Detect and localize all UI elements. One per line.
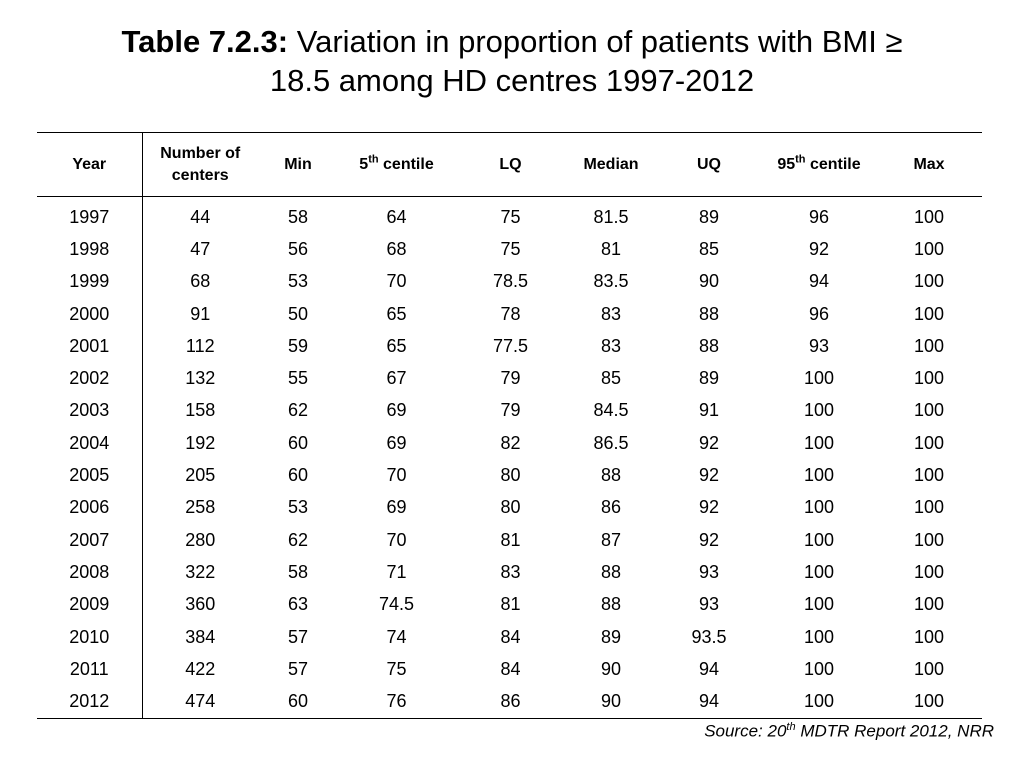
table-row xyxy=(37,330,982,362)
cell-uq: 93 xyxy=(698,561,720,582)
cell-5th-centile: 70 xyxy=(386,529,407,550)
cell-year: 2011 xyxy=(37,653,142,685)
table-row xyxy=(37,298,982,330)
cell-lq: 80 xyxy=(500,465,521,486)
cell-95th-centile: 96 xyxy=(808,303,830,324)
cell-5th-centile: 68 xyxy=(386,238,407,259)
header-year: Year xyxy=(37,133,142,197)
cell-number-of-centers: 280 xyxy=(185,529,216,550)
cell-lq: 80 xyxy=(500,497,521,518)
table-row xyxy=(37,621,982,653)
cell-year: 2002 xyxy=(37,362,142,394)
cell-median: 83.5 xyxy=(593,271,629,292)
header-row xyxy=(37,133,982,197)
cell-lq: 84 xyxy=(500,658,521,679)
cell-median: 81.5 xyxy=(593,206,629,227)
cell-5th-centile: 70 xyxy=(386,465,407,486)
cell-95th-centile: 100 xyxy=(803,368,835,389)
cell-5th-centile: 76 xyxy=(338,685,455,718)
cell-min: 59 xyxy=(287,335,309,356)
cell-number-of-centers: 384 xyxy=(185,626,216,647)
cell-5th-centile: 69 xyxy=(386,400,407,421)
cell-number-of-centers: 158 xyxy=(185,400,216,421)
cell-min: 62 xyxy=(287,529,309,550)
table-row xyxy=(37,395,982,427)
cell-median: 90 xyxy=(600,658,622,679)
cell-lq: 81 xyxy=(500,529,521,550)
header-min: Min xyxy=(258,133,338,197)
cell-number-of-centers: 44 xyxy=(190,206,211,227)
cell-max: 100 xyxy=(913,561,945,582)
table-row xyxy=(37,524,982,556)
cell-95th-centile: 92 xyxy=(808,238,830,259)
data-table-container xyxy=(37,132,982,719)
cell-min: 50 xyxy=(287,303,309,324)
table-row xyxy=(37,556,982,588)
table-row xyxy=(37,589,982,621)
cell-5th-centile: 69 xyxy=(386,497,407,518)
cell-5th-centile: 75 xyxy=(386,658,407,679)
cell-median: 83 xyxy=(600,303,622,324)
cell-median: 86.5 xyxy=(593,432,629,453)
cell-number-of-centers: 112 xyxy=(185,335,215,356)
table-row xyxy=(37,427,982,459)
cell-95th-centile: 100 xyxy=(803,400,835,421)
cell-95th-centile: 100 xyxy=(803,626,835,647)
cell-5th-centile: 64 xyxy=(386,206,407,227)
cell-lq: 79 xyxy=(500,368,521,389)
cell-median: 84.5 xyxy=(593,400,629,421)
cell-median: 90 xyxy=(566,685,656,718)
cell-uq: 93.5 xyxy=(691,626,727,647)
header-5th-sup: th xyxy=(368,153,379,166)
cell-year: 2001 xyxy=(37,330,142,362)
cell-95th-centile: 100 xyxy=(803,432,835,453)
cell-95th-centile: 100 xyxy=(803,594,835,615)
cell-max: 100 xyxy=(913,465,945,486)
cell-min: 55 xyxy=(287,368,309,389)
header-5th-num: 5 xyxy=(359,155,369,173)
table-row xyxy=(37,362,982,394)
title-line2: 18.5 among HD centres 1997-2012 xyxy=(269,63,755,98)
cell-95th-centile: 100 xyxy=(803,658,835,679)
cell-median: 83 xyxy=(600,335,622,356)
cell-year: 2003 xyxy=(37,395,142,427)
cell-min: 57 xyxy=(287,626,309,647)
cell-uq: 89 xyxy=(698,368,720,389)
table-row xyxy=(37,459,982,491)
cell-max: 100 xyxy=(913,368,945,389)
header-median: Median xyxy=(566,133,656,197)
cell-lq: 77.5 xyxy=(492,335,529,356)
cell-5th-centile: 69 xyxy=(386,432,407,453)
cell-uq: 92 xyxy=(698,432,720,453)
cell-year: 1998 xyxy=(37,233,142,265)
cell-95th-centile: 96 xyxy=(808,206,830,227)
cell-year: 2004 xyxy=(37,427,142,459)
table-row xyxy=(37,266,982,298)
cell-number-of-centers: 132 xyxy=(185,368,216,389)
cell-median: 86 xyxy=(600,497,622,518)
cell-year: 2005 xyxy=(37,459,142,491)
table-header xyxy=(37,133,982,197)
cell-median: 81 xyxy=(600,238,622,259)
cell-number-of-centers: 192 xyxy=(185,432,216,453)
cell-max: 100 xyxy=(913,529,945,550)
cell-uq: 89 xyxy=(698,206,720,227)
source-prefix: Source: 20 xyxy=(704,721,787,741)
table-row xyxy=(37,685,982,718)
source-suffix: MDTR Report 2012, NRR xyxy=(795,721,994,741)
cell-lq: 75 xyxy=(500,238,521,259)
cell-95th-centile: 93 xyxy=(808,335,830,356)
cell-median: 88 xyxy=(600,561,622,582)
cell-max: 100 xyxy=(913,271,945,292)
cell-min: 60 xyxy=(258,685,338,718)
data-table xyxy=(37,132,982,719)
cell-lq: 78 xyxy=(500,303,521,324)
cell-max: 100 xyxy=(913,400,945,421)
header-uq: UQ xyxy=(656,133,762,197)
cell-lq: 82 xyxy=(500,432,521,453)
header-95th-text: centile xyxy=(805,155,861,173)
cell-lq: 83 xyxy=(500,561,521,582)
header-95th-num: 95 xyxy=(777,155,796,173)
page-title xyxy=(0,22,1024,100)
header-95th-centile xyxy=(762,133,876,197)
cell-number-of-centers: 205 xyxy=(185,465,216,486)
cell-min: 60 xyxy=(287,465,309,486)
table-body xyxy=(37,197,982,719)
cell-uq: 92 xyxy=(698,497,720,518)
cell-year: 2010 xyxy=(37,621,142,653)
cell-uq: 88 xyxy=(698,303,720,324)
cell-median: 88 xyxy=(600,465,622,486)
source-note xyxy=(704,721,994,742)
cell-number-of-centers: 258 xyxy=(185,497,216,518)
cell-max: 100 xyxy=(913,594,945,615)
cell-95th-centile: 94 xyxy=(808,271,830,292)
cell-lq: 75 xyxy=(500,206,521,227)
table-row xyxy=(37,492,982,524)
cell-5th-centile: 65 xyxy=(386,335,407,356)
table-row xyxy=(37,197,982,234)
header-centers-line2: centers xyxy=(171,166,229,184)
cell-lq: 79 xyxy=(500,400,521,421)
cell-max: 100 xyxy=(913,658,945,679)
cell-year: 1999 xyxy=(37,266,142,298)
cell-min: 56 xyxy=(287,238,309,259)
cell-median: 87 xyxy=(600,529,622,550)
header-centers-line1: Number of xyxy=(160,144,241,162)
header-max: Max xyxy=(876,133,982,197)
cell-min: 53 xyxy=(287,271,309,292)
cell-5th-centile: 67 xyxy=(386,368,407,389)
cell-5th-centile: 70 xyxy=(386,271,407,292)
cell-uq: 85 xyxy=(698,238,720,259)
cell-min: 60 xyxy=(287,432,309,453)
cell-5th-centile: 65 xyxy=(386,303,407,324)
cell-year: 2000 xyxy=(37,298,142,330)
cell-max: 100 xyxy=(913,206,945,227)
cell-min: 53 xyxy=(287,497,309,518)
cell-min: 62 xyxy=(287,400,309,421)
cell-lq: 86 xyxy=(455,685,566,718)
cell-year: 1997 xyxy=(37,197,142,234)
cell-year: 2007 xyxy=(37,524,142,556)
header-lq: LQ xyxy=(455,133,566,197)
cell-median: 85 xyxy=(600,368,622,389)
cell-5th-centile: 74 xyxy=(386,626,407,647)
cell-uq: 92 xyxy=(698,529,720,550)
header-number-of-centers xyxy=(142,133,258,197)
cell-number-of-centers: 68 xyxy=(190,271,211,292)
cell-year: 2009 xyxy=(37,589,142,621)
cell-lq: 78.5 xyxy=(492,271,529,292)
header-5th-text: centile xyxy=(378,155,434,173)
cell-number-of-centers: 47 xyxy=(190,238,211,259)
cell-max: 100 xyxy=(913,335,945,356)
cell-number-of-centers: 322 xyxy=(185,561,216,582)
cell-max: 100 xyxy=(913,432,945,453)
table-label: Table 7.2.3: xyxy=(121,24,289,59)
cell-5th-centile: 74.5 xyxy=(378,594,415,615)
cell-95th-centile: 100 xyxy=(803,465,835,486)
cell-number-of-centers: 422 xyxy=(185,658,216,679)
cell-max: 100 xyxy=(913,303,945,324)
cell-median: 88 xyxy=(600,594,622,615)
cell-min: 57 xyxy=(287,658,309,679)
cell-uq: 94 xyxy=(656,685,762,718)
table-row xyxy=(37,653,982,685)
cell-95th-centile: 100 xyxy=(803,529,835,550)
cell-lq: 81 xyxy=(500,594,521,615)
cell-median: 89 xyxy=(600,626,622,647)
cell-number-of-centers: 91 xyxy=(190,303,211,324)
header-95th-sup: th xyxy=(795,153,806,166)
cell-year: 2012 xyxy=(37,685,142,718)
cell-year: 2008 xyxy=(37,556,142,588)
cell-5th-centile: 71 xyxy=(386,561,407,582)
header-5th-centile xyxy=(338,133,455,197)
cell-uq: 90 xyxy=(698,271,720,292)
cell-max: 100 xyxy=(913,626,945,647)
cell-95th-centile: 100 xyxy=(803,561,835,582)
title-line1: Variation in proportion of patients with BMI ≥ xyxy=(296,24,903,59)
cell-min: 63 xyxy=(287,594,309,615)
cell-lq: 84 xyxy=(500,626,521,647)
cell-min: 58 xyxy=(287,561,309,582)
cell-year: 2006 xyxy=(37,492,142,524)
cell-95th-centile: 100 xyxy=(803,497,835,518)
source-sup: th xyxy=(786,721,796,733)
cell-max: 100 xyxy=(876,685,982,718)
cell-uq: 93 xyxy=(698,594,720,615)
cell-min: 58 xyxy=(287,206,309,227)
cell-uq: 92 xyxy=(698,465,720,486)
cell-uq: 94 xyxy=(698,658,720,679)
cell-95th-centile: 100 xyxy=(762,685,876,718)
cell-number-of-centers: 360 xyxy=(185,594,216,615)
cell-max: 100 xyxy=(913,497,945,518)
cell-uq: 88 xyxy=(698,335,720,356)
cell-uq: 91 xyxy=(698,400,720,421)
table-row xyxy=(37,233,982,265)
cell-number-of-centers: 474 xyxy=(142,685,258,718)
cell-max: 100 xyxy=(913,238,945,259)
